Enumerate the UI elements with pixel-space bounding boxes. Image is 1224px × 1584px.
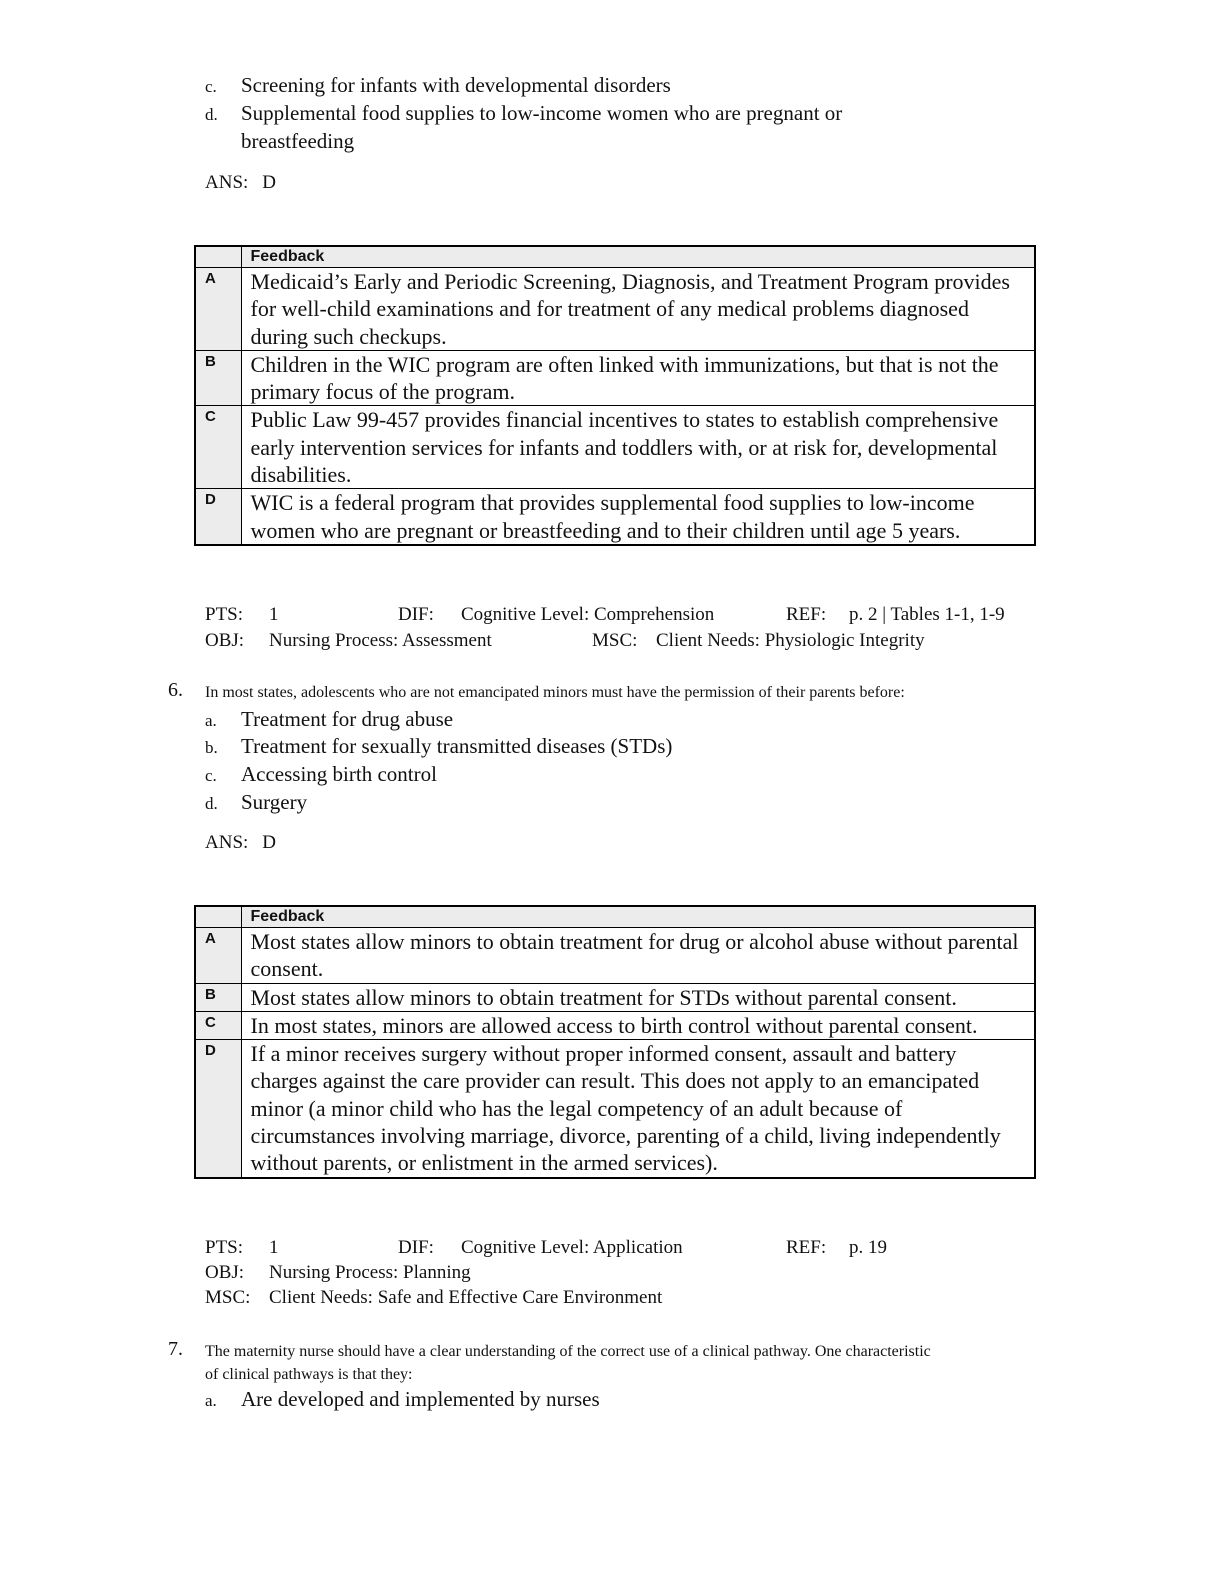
- option-text: Treatment for drug abuse: [241, 707, 454, 731]
- feedback-letter: A: [195, 268, 241, 351]
- obj-value: Nursing Process: Planning: [269, 1262, 471, 1283]
- feedback-row: [195, 350, 1035, 406]
- feedback-letter: D: [195, 489, 241, 545]
- option-letter: a.: [205, 711, 217, 730]
- feedback-row: [195, 1040, 1035, 1178]
- feedback-header-corner: [195, 246, 241, 268]
- feedback-header: Feedback: [241, 246, 1035, 268]
- answer-key: [205, 172, 276, 194]
- obj-label: OBJ:: [205, 1262, 245, 1283]
- feedback-text: WIC is a federal program that provides supplemental food supplies to low-income women who are pregnant or breastfeeding and to their children until age 5 years.: [241, 489, 1035, 545]
- option-text: Accessing birth control: [241, 762, 437, 786]
- dif-value: Cognitive Level: Application: [461, 1237, 683, 1258]
- obj-label: OBJ:: [205, 630, 245, 651]
- msc-value: Client Needs: Physiologic Integrity: [656, 630, 925, 651]
- answer-value: D: [262, 832, 277, 853]
- feedback-row: [195, 489, 1035, 545]
- feedback-row: [195, 406, 1035, 489]
- feedback-header-row: [195, 246, 1035, 268]
- dif-value: Cognitive Level: Comprehension: [461, 604, 715, 625]
- feedback-row: [195, 983, 1035, 1011]
- pts-label: PTS:: [205, 1237, 244, 1258]
- pts-label: PTS:: [205, 604, 244, 625]
- question-stem-line-2: of clinical pathways is that they:: [205, 1366, 413, 1383]
- feedback-text: If a minor receives surgery without proper informed consent, assault and battery charges against the care provider can result. This does not apply to an emancipated minor (a minor child who has the legal competency of an adult because of circumstances involving marriage, divorce, parenting of a child, living independently without parents, or enlistment in the armed services).: [241, 1040, 1035, 1178]
- option-text: Surgery: [241, 790, 308, 814]
- question-number: 6.: [168, 679, 183, 701]
- pts-value: 1: [269, 604, 279, 625]
- option-letter: a.: [205, 1391, 217, 1410]
- feedback-table: [194, 245, 1036, 546]
- feedback-letter: D: [195, 1040, 241, 1178]
- feedback-letter: C: [195, 1011, 241, 1039]
- question-stem-line-1: The maternity nurse should have a clear understanding of the correct use of a clinical pathway. One characteristic: [205, 1343, 931, 1360]
- feedback-row: [195, 268, 1035, 351]
- answer-value: D: [262, 172, 277, 193]
- feedback-text: Public Law 99-457 provides financial incentives to states to establish comprehensive early intervention services for infants and toddlers with, or at risk for, developmental disabilities.: [241, 406, 1035, 489]
- option-letter: c.: [205, 766, 217, 785]
- option-text: Treatment for sexually transmitted diseases (STDs): [241, 734, 673, 758]
- option-letter: c.: [205, 77, 217, 96]
- obj-value: Nursing Process: Assessment: [269, 630, 492, 651]
- feedback-letter: C: [195, 406, 241, 489]
- feedback-text: Medicaid’s Early and Periodic Screening, Diagnosis, and Treatment Program provides for well-child examinations and for treatment of any medical problems diagnosed during such checkups.: [241, 268, 1035, 351]
- ref-value: p. 19: [849, 1237, 887, 1258]
- feedback-letter: B: [195, 983, 241, 1011]
- feedback-header-row: [195, 906, 1035, 928]
- feedback-text: In most states, minors are allowed access to birth control without parental consent.: [241, 1011, 1035, 1039]
- dif-label: DIF:: [398, 1237, 434, 1258]
- option-letter: b.: [205, 738, 218, 757]
- feedback-header-corner: [195, 906, 241, 928]
- option-text: Are developed and implemented by nurses: [241, 1387, 600, 1411]
- option-text: Screening for infants with developmental disorders: [241, 73, 671, 97]
- option-letter: d.: [205, 794, 218, 813]
- feedback-text: Most states allow minors to obtain treatment for drug or alcohol abuse without parental consent.: [241, 928, 1035, 984]
- answer-key: [205, 832, 276, 854]
- msc-label: MSC:: [205, 1287, 251, 1308]
- feedback-table: [194, 905, 1036, 1179]
- ref-label: REF:: [786, 1237, 827, 1258]
- feedback-text: Children in the WIC program are often linked with immunizations, but that is not the primary focus of the program.: [241, 350, 1035, 406]
- pts-value: 1: [269, 1237, 279, 1258]
- feedback-row: [195, 1011, 1035, 1039]
- option-text: Supplemental food supplies to low-income women who are pregnant or: [241, 101, 843, 125]
- answer-label: ANS:: [205, 832, 249, 853]
- option-text: breastfeeding: [241, 129, 355, 153]
- feedback-letter: B: [195, 350, 241, 406]
- answer-label: ANS:: [205, 172, 249, 193]
- option-letter: d.: [205, 105, 218, 124]
- ref-value: p. 2 | Tables 1-1, 1-9: [849, 604, 1005, 625]
- msc-value: Client Needs: Safe and Effective Care Environment: [269, 1287, 663, 1308]
- msc-label: MSC:: [592, 630, 638, 651]
- ref-label: REF:: [786, 604, 827, 625]
- dif-label: DIF:: [398, 604, 434, 625]
- question-stem: In most states, adolescents who are not emancipated minors must have the permission of their parents before:: [205, 684, 905, 701]
- feedback-letter: A: [195, 928, 241, 984]
- feedback-header: Feedback: [241, 906, 1035, 928]
- feedback-row: [195, 928, 1035, 984]
- feedback-text: Most states allow minors to obtain treatment for STDs without parental consent.: [241, 983, 1035, 1011]
- question-number: 7.: [168, 1338, 183, 1360]
